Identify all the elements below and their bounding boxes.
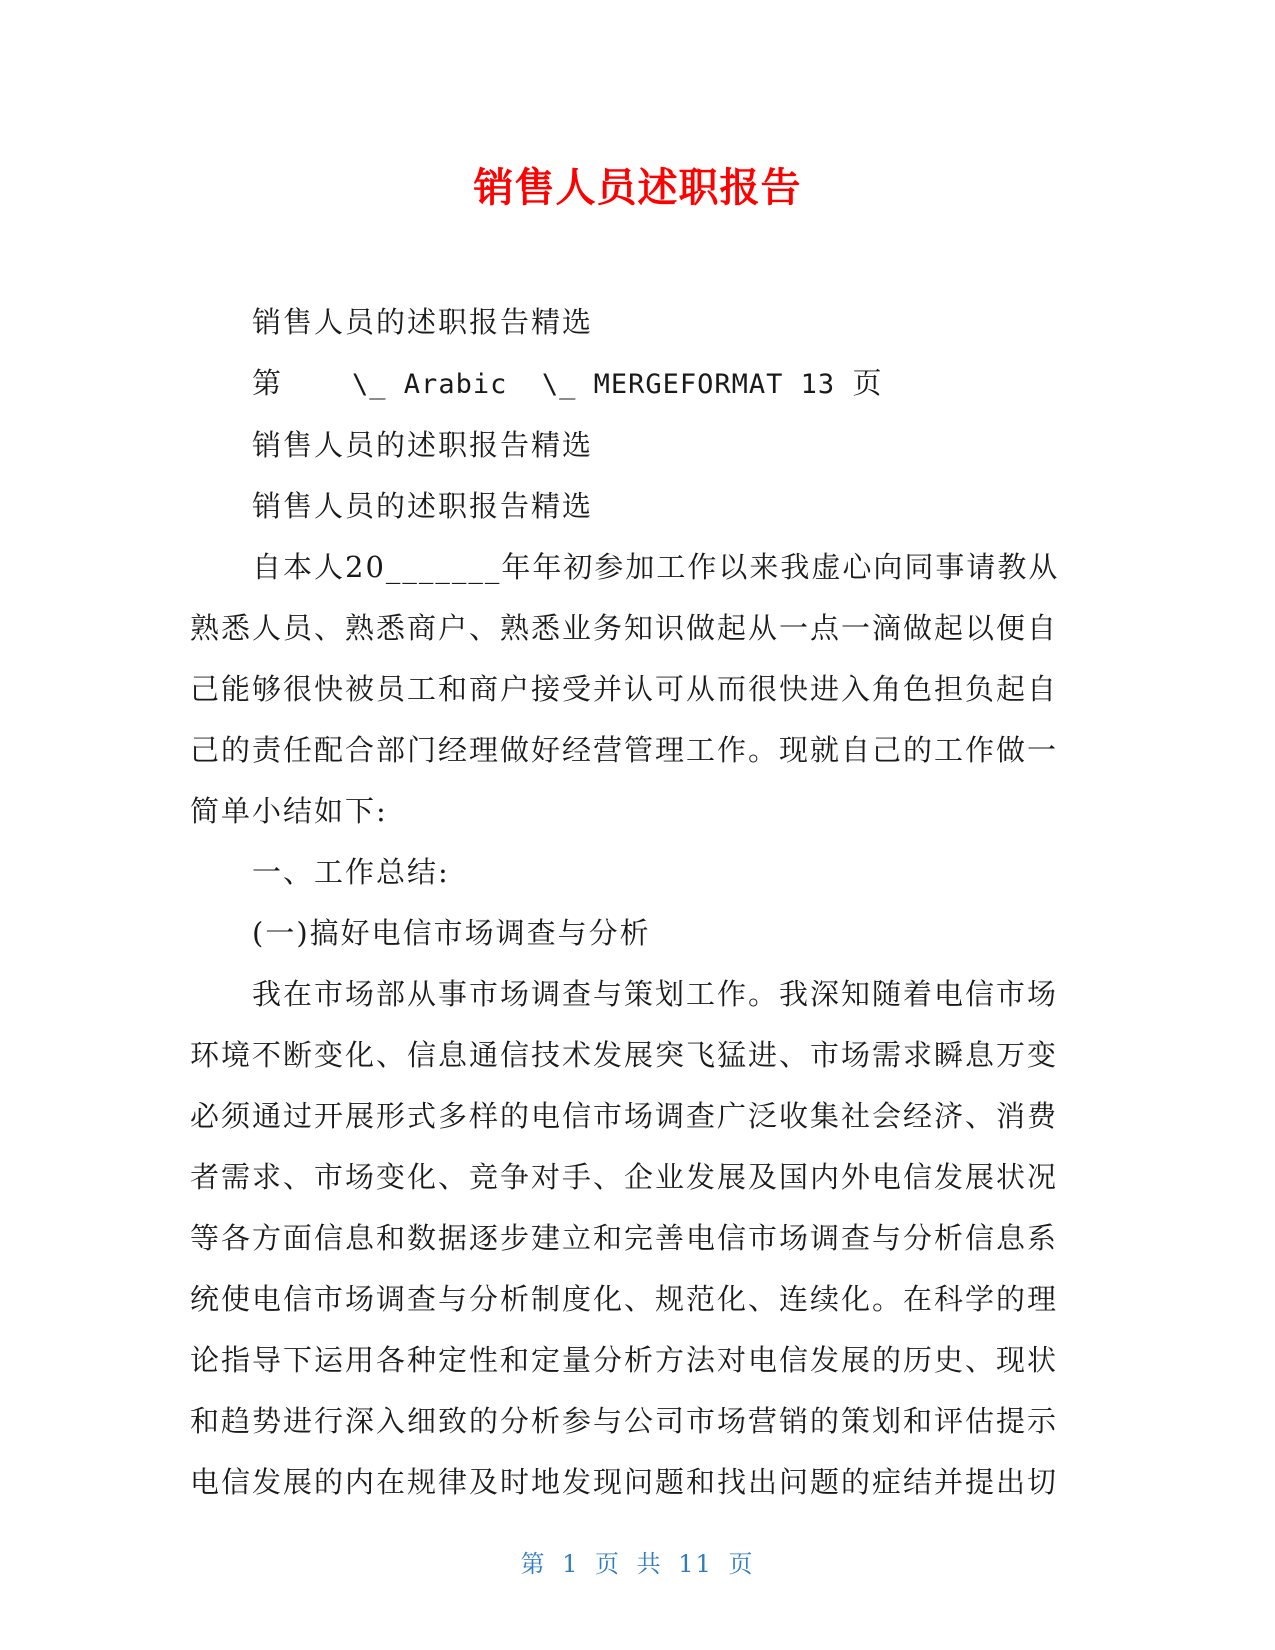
- section-heading: 一、工作总结:: [252, 855, 450, 889]
- document-body: [190, 292, 1080, 1513]
- repeated-subtitle-paragraph: 销售人员的述职报告精选: [252, 489, 594, 523]
- subtitle-paragraph: 销售人员的述职报告精选: [252, 305, 594, 339]
- repeated-subtitle-paragraph: 销售人员的述职报告精选: [252, 428, 594, 462]
- intro-paragraph: 自本人20_______年年初参加工作以来我虚心向同事请教从熟悉人员、熟悉商户、熟悉业务知识做起从一点一滴做起以便自己能够很快被员工和商户接受并认可从而很快进入角色担负起自己的责任配合部门经理做好经营管理工作。现就自己的工作做一简单小结如下:: [190, 550, 1060, 828]
- subsection-heading: (一)搞好电信市场调查与分析: [252, 916, 651, 950]
- page-number-footer: 第 1 页 共 11 页: [520, 1550, 755, 1578]
- field-code-line: [190, 353, 1080, 415]
- document-title: 销售人员述职报告: [473, 165, 802, 211]
- body-paragraph: 我在市场部从事市场调查与策划工作。我深知随着电信市场环境不断变化、信息通信技术发展突飞猛进、市场需求瞬息万变必须通过开展形式多样的电信市场调查广泛收集社会经济、消费者需求、市场变化、竞争对手、企业发展及国内外电信发展状况等各方面信息和数据逐步建立和完善电信市场调查与分析信息系统使电信市场调查与分析制度化、规范化、连续化。在科学的理论指导下运用各种定性和定量分析方法对电信发展的历史、现状和趋势进行深入细致的分析参与公司市场营销的策划和评估提示电信发展的内在规律及时地发现问题和找出问题的症结并提出切: [190, 977, 1059, 1499]
- field-code-suffix: 页: [852, 366, 884, 400]
- field-code-text: \_ Arabic \_ MERGEFORMAT 13: [283, 369, 853, 400]
- field-code-prefix: 第: [252, 366, 284, 400]
